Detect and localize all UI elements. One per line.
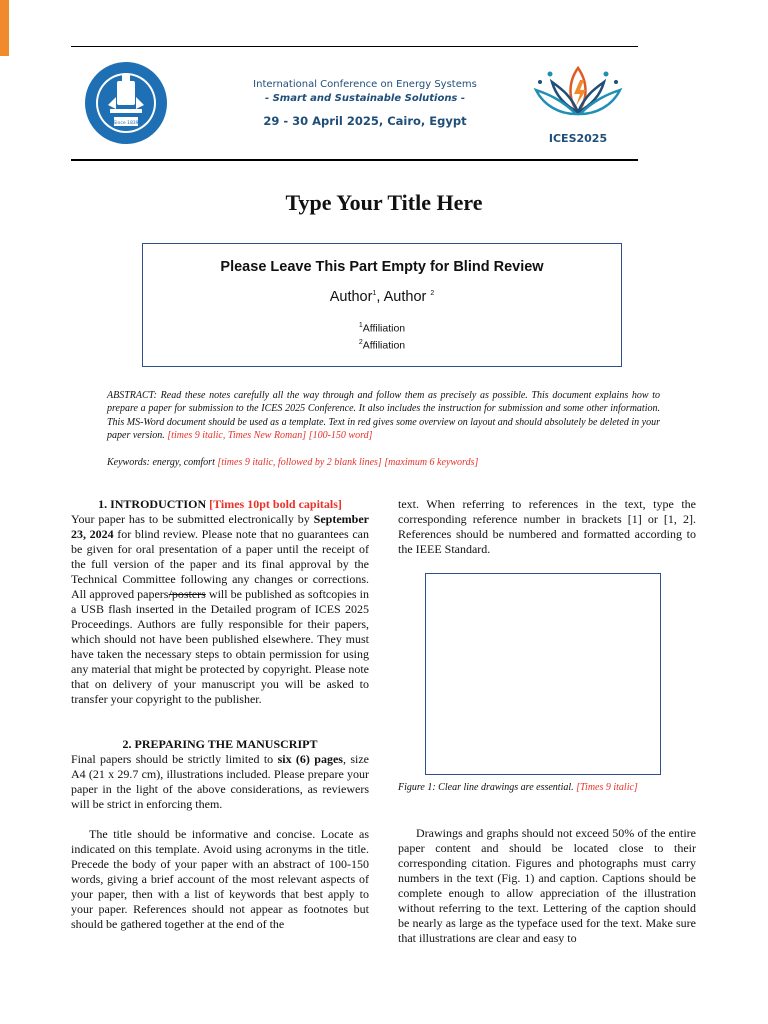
s1-deadline: September 23, 2024	[71, 512, 369, 541]
university-seal-logo	[84, 61, 168, 145]
affiliation-1	[143, 319, 621, 336]
figure-placeholder	[425, 573, 661, 775]
author-2-sup: 2	[430, 290, 435, 298]
s1-strike-text: /posters	[168, 587, 206, 601]
s2-page-limit: six (6) pages	[277, 752, 343, 766]
affiliation-2-sup: 2	[358, 338, 363, 346]
section-1-paragraph	[71, 512, 369, 707]
affiliation-1-text: Affiliation	[362, 322, 406, 335]
keywords	[107, 456, 660, 469]
right-column-bottom	[398, 826, 696, 946]
author-line	[143, 289, 621, 305]
conference-date: 29 - 30 April 2025, Cairo, Egypt	[263, 114, 467, 128]
abstract	[107, 389, 660, 442]
section-1-heading	[71, 497, 369, 512]
section-2-paragraph-2: The title should be informative and concise. Locate as indicated on this template. Avoid using acronyms in the title. Precede the body of your paper with an abstract of 100-150 words, giving a brief account of the most relevant aspects of your paper, then with a list of keywords that best apply to your paper. References should not appear as footnotes but should be gathered together at the end of the	[71, 827, 369, 931]
paper-title: Type Your Title Here	[285, 190, 483, 215]
s2-text-b: , size A4 (21 x 29.7 cm), illustrations included. Please prepare your paper in the light of the above considerations, as reviewers will be strict in enforcing them.	[71, 752, 369, 811]
section-1-heading-note: [Times 10pt bold capitals]	[209, 497, 342, 511]
keywords-text: Keywords: energy, comfort	[107, 457, 215, 468]
author-1: Author	[329, 289, 373, 305]
abstract-text: ABSTRACT: Read these notes carefully all the way through and follow them as precisely as possible. This document explains how to prepare a paper for submission to the ICES 2025 Conference. It also includes the instruction for submission and some other information. This MS-Word document should be used as a template. Text in red gives some overview on layout and should absolutely be deleted in your paper version.	[107, 390, 660, 441]
references-paragraph: text. When referring to references in the text, type the corresponding reference number in brackets [1] or [1, 2]. References should be numbered and formatted according to the IEEE Standard.	[398, 497, 696, 556]
affiliation-2	[143, 336, 621, 353]
section-2-heading: 2. PREPARING THE MANUSCRIPT	[122, 737, 318, 751]
blind-review-heading: Please Leave This Part Empty for Blind Review	[220, 259, 544, 275]
blind-review-box	[142, 243, 622, 367]
header-bottom-rule	[71, 159, 638, 161]
author-1-sup: 1	[372, 290, 377, 298]
s1-text-b: for blind review. Please note that no guarantees can be given for oral presentation of a paper until the receipt of the full version of the paper and its final approval by the Technical Committee following any changes or corrections. All approved papers	[71, 527, 370, 601]
section-2-paragraph-1	[71, 752, 369, 812]
right-column-top	[398, 497, 696, 557]
drawings-paragraph: Drawings and graphs should not exceed 50% of the entire paper content and should be located close to their corresponding citation. Figures and photographs must carry numbers in the text (Fig. 1) and caption. Captions should be complete enough to allow appreciation of the illustration without referring to the text. Lettering of the caption should be nearly as large as the typeface used for the text. Make sure that illustrations are clear and easy to	[398, 826, 696, 945]
header-top-rule	[71, 46, 638, 47]
s1-text-c: will be published as softcopies in a USB flash inserted in the Detailed program of ICES 2025 Proceedings. Authors are fully responsible for their papers, which should not have been published elsewhere. They must have taken the necessary steps to obtain permission for using any material that might be protected by copyright. Please note that on delivery of your manuscript you will be asked to transfer your copyright to the publisher.	[71, 587, 369, 706]
author-2: , Author	[376, 289, 431, 305]
figure-caption-note: [Times 9 italic]	[576, 782, 638, 793]
conference-info	[200, 78, 530, 128]
keywords-note: [times 9 italic, followed by 2 blank lines] [maximum 6 keywords]	[217, 457, 479, 468]
s1-text-a: Your paper has to be submitted electronically by	[71, 512, 314, 526]
conference-name: International Conference on Energy Systems	[253, 79, 477, 90]
section-1-heading-text: 1. INTRODUCTION	[98, 497, 207, 511]
figure-caption	[398, 782, 698, 793]
seal-year-text: Since 1839	[113, 121, 139, 126]
ices-lotus-logo	[530, 60, 626, 150]
affiliation-1-sup: 1	[358, 322, 363, 329]
abstract-note: [times 9 italic, Times New Roman] [100-150 word]	[167, 429, 373, 441]
conference-subtitle: - Smart and Sustainable Solutions -	[264, 93, 466, 104]
figure-caption-text: Figure 1: Clear line drawings are essential.	[398, 782, 574, 793]
s2-text-a: Final papers should be strictly limited to	[71, 752, 278, 766]
affiliation-2-text: Affiliation	[362, 339, 406, 351]
orange-margin-marker	[0, 0, 9, 56]
left-column	[71, 497, 369, 932]
ices-logo-text: ICES2025	[548, 132, 608, 145]
